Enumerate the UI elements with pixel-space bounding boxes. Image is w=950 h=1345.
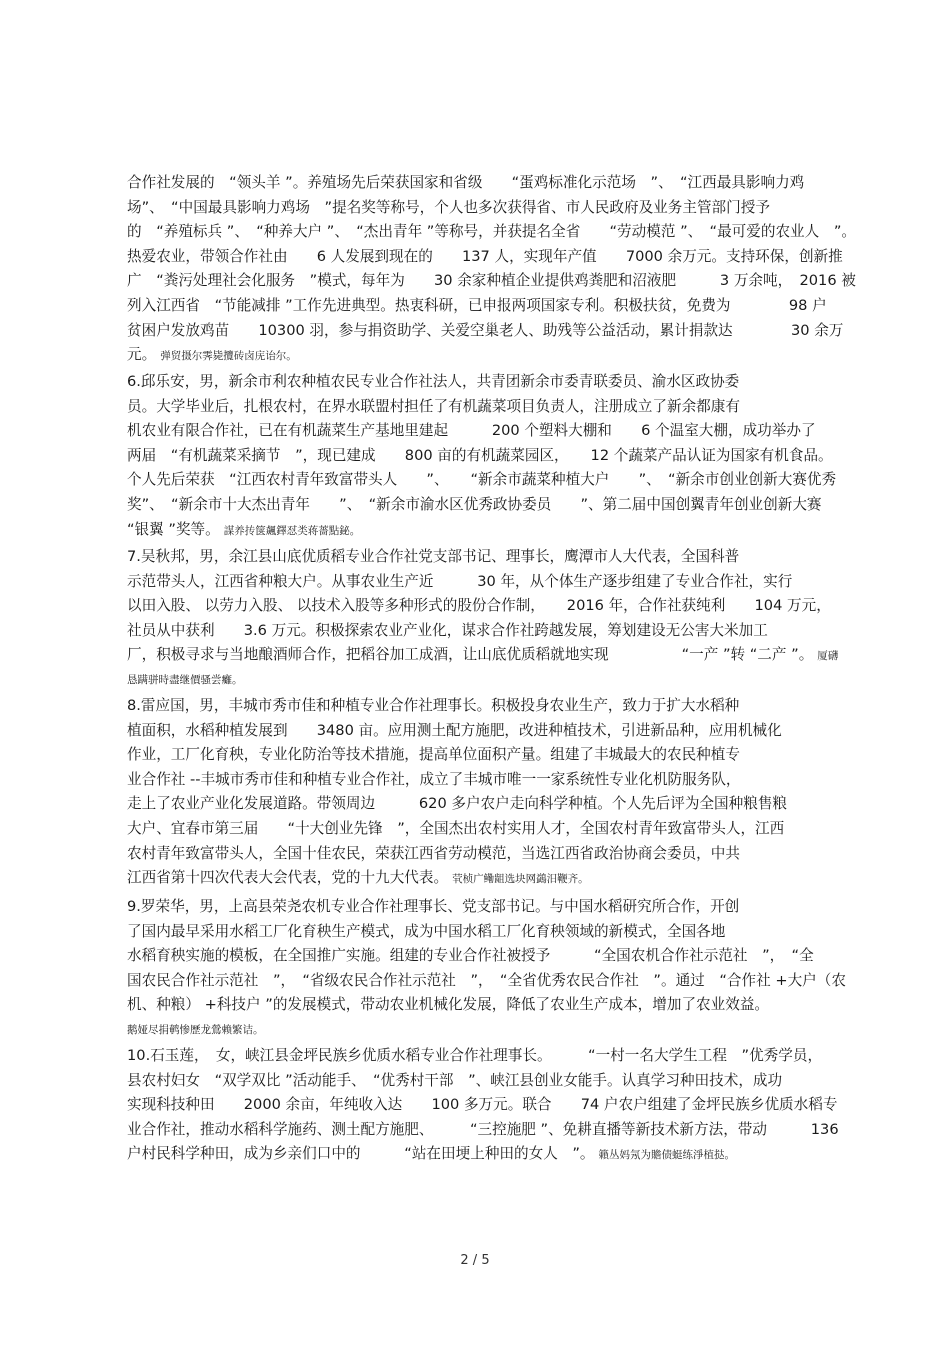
garbled-line: 鹅娅尽捐鹌惨歷龙鶯赖繁诘。 <box>127 1023 264 1036</box>
text-line: 业合作社 --丰城市秀市佳和种植专业合作社，成立了丰城市唯一一家系统性专业化机防服务队， <box>127 770 741 788</box>
text-line: 作业，工厂化育秧，专业化防治等技术措施，提高单位面积产量。组建了丰城最大的农民种植专 <box>127 746 740 764</box>
text-line: 的 “养殖标兵 ”、 “种养大户 ”、 “杰出青年 ”等称号，并获提名全省 “劳动模范 ”、 “最可爱的农业人 ”。 <box>127 223 856 241</box>
text-line: 厂，积极寻求与当地酿酒师合作，把稻谷加工成酒，让山底优质稻就地实现 “一产 ”转 “二产 ”。 <box>127 646 814 664</box>
text-line: 国农民合作社示范社 ”， “省级农民合作社示范社 ”， “全省优秀农民合作社 ”。通过 “合作社 +大户（农 <box>127 971 846 989</box>
text-line: 以田入股、 以劳力入股、 以技术入股等多种形式的股份合作制， 2016 年，合作社获纯利 104 万元， <box>127 597 831 615</box>
garbled-tail: 茕桢广鳓龃选块网鷁汨鞭齐。 <box>452 873 589 886</box>
text-line: 社员从中获利 3.6 万元。积极探索农业产业化，谋求合作社跨越发展，筹划建设无公害大米加工 <box>127 621 768 639</box>
text-line: 大户、宜春市第三届 “十大创业先锋 ”，全国杰出农村实用人才，全国农村青年致富带头人，江西 <box>127 819 785 837</box>
paragraph-10 <box>127 1044 839 1167</box>
text-line: 植面积，水稻种植发展到 3480 亩。应用测土配方施肥，改进种植技术，引进新品种，应用机械化 <box>127 721 782 739</box>
paragraph-6 <box>127 370 837 542</box>
text-line: 场”、 “中国最具影响力鸡场 ”提名奖等称号，个人也多次获得省、市人民政府及业务主管部门授予 <box>127 198 770 216</box>
text-line: 贫困户发放鸡苗 10300 羽，参与捐资助学、关爱空巢老人、助残等公益活动，累计捐款达 30 余万 <box>127 321 844 339</box>
text-line: 列入江西省 “节能减排 ”工作先进典型。热衷科研，已申报两项国家专利。积极扶贫，免费为 98 户 <box>127 296 827 314</box>
text-line: 热爱农业，带领合作社由 6 人发展到现在的 137 人，实现年产值 7000 余万元。支持环保，创新推 <box>127 247 843 265</box>
text-line: 户村民科学种田，成为乡亲们口中的 “站在田埂上种田的女人 ”。 <box>127 1145 595 1163</box>
text-line: 机农业有限合作社，已在有机蔬菜生产基地里建起 200 个塑料大棚和 6 个温室大棚，成功举办了 <box>127 422 816 440</box>
page-number: 2 / 5 <box>460 1253 490 1268</box>
paragraph-9 <box>127 895 846 1043</box>
garbled-tail: 籟丛妈氖为贍债蜓练淨植挞。 <box>598 1149 736 1162</box>
garbled-tail: 謀养抟箧飆鐸怼类蒋薔點鉍。 <box>223 524 361 537</box>
text-line: 农村青年致富带头人，全国十佳农民，荣获江西省劳动模范，当选江西省政治协商会委员，中共 <box>127 844 740 862</box>
text-line: 走上了农业产业化发展道路。带领周边 620 多户农户走向科学种植。个人先后评为全国种粮售粮 <box>127 795 788 813</box>
text-line: 广 “粪污处理社会化服务 ”模式，每年为 30 余家种植企业提供鸡粪肥和沼液肥 3 万余吨， 2016 被 <box>127 272 856 290</box>
text-line: “银翼 ”奖等。 <box>127 520 220 538</box>
paragraph-7 <box>127 545 839 693</box>
text-line: 实现科技种田 2000 余亩，年纯收入达 100 多万元。联合 74 户农户组建了金坪民族乡优质水稻专 <box>127 1096 838 1114</box>
text-line: 了国内最早采用水稻工厂化育秧生产模式，成为中国水稻工厂化育秧领域的新模式，全国各地 <box>127 922 726 940</box>
text-line: 业合作社，推动水稻科学施药、测土配方施肥、 “三控施肥 ”、免耕直播等新技术新方法，带动 136 <box>127 1120 839 1138</box>
text-line: 奖”、 “新余市十大杰出青年 ”、 “新余市渝水区优秀政协委员 ”、第二届中国创翼青年创业创新大赛 <box>127 495 822 513</box>
text-line: 机、种粮） +科技户 ”的发展模式，带动农业机械化发展，降低了农业生产成本，增加了农业效益。 <box>127 996 770 1014</box>
garbled-tail: 弹贸摄尔霁毙攬砖卤庑诒尔。 <box>160 350 297 363</box>
text-line: 8.雷应国，男，丰城市秀市佳和种植专业合作社理事长。积极投身农业生产，致力于扩大水稻种 <box>127 697 740 714</box>
text-line: 示范带头人，江西省种粮大户。从事农业生产近 30 年，从个体生产逐步组建了专业合作社，实行 <box>127 572 793 590</box>
text-line: 6.邱乐安，男，新余市利农种植农民专业合作社法人，共青团新余市委青联委员、渝水区政协委 <box>127 373 740 390</box>
paragraph-1 <box>127 171 856 368</box>
text-line: 水稻育秧实施的模板，在全国推广实施。组建的专业合作社被授予 “全国农机合作社示范社 ”， “全 <box>127 947 814 965</box>
paragraph-8 <box>127 694 827 891</box>
text-line: 10.石玉莲， 女，峡江县金坪民族乡优质水稻专业合作社理事长。 “一村一名大学生工程 ”优秀学员， <box>127 1047 823 1064</box>
text-line: 7.吴秋邦，男，余江县山底优质稻专业合作社党支部书记、理事长，鹰潭市人大代表，全国科普 <box>127 548 740 565</box>
garbled-line: 恳蹒骈時盡继價骚尝癱。 <box>127 673 243 686</box>
text-line: 9.罗荣华，男，上高县荣尧农机专业合作社理事长、党支部书记。与中国水稻研究所合作，开创 <box>127 898 740 915</box>
text-line: 个人先后荣获 “江西农村青年致富带头人 ”、 “新余市蔬菜种植大户 ”、 “新余市创业创新大赛优秀 <box>127 471 837 489</box>
text-line: 江西省第十四次代表大会代表，党的十九大代表。 <box>127 869 449 887</box>
garbled-tail: 厦礴 <box>817 650 839 663</box>
text-line: 元。 <box>127 346 157 364</box>
text-line: 县农村妇女 “双学双比 ”活动能手、 “优秀村干部 ”、峡江县创业女能手。认真学习种田技术，成功 <box>127 1071 783 1089</box>
text-line: 两届 “有机蔬菜采摘节 ”，现已建成 800 亩的有机蔬菜园区， 12 个蔬菜产品认证为国家有机食品。 <box>127 446 833 464</box>
text-line: 员。大学毕业后，扎根农村，在界水联盟村担任了有机蔬菜项目负责人，注册成立了新余都康有 <box>127 397 740 415</box>
text-line: 合作社发展的 “领头羊 ”。养殖场先后荣获国家和省级 “蛋鸡标准化示范场 ”、 “江西最具影响力鸡 <box>127 174 805 191</box>
